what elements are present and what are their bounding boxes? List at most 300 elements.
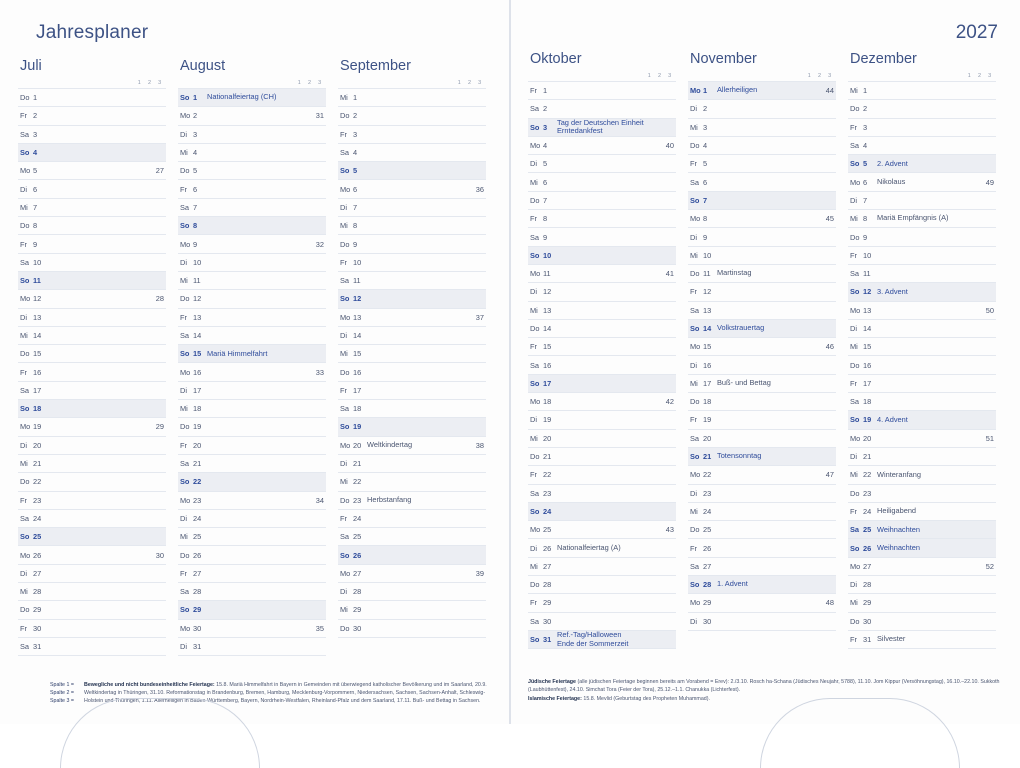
day-number: 16 bbox=[541, 356, 555, 374]
day-row[interactable] bbox=[528, 155, 676, 173]
day-row[interactable] bbox=[528, 484, 676, 502]
day-number: 1 bbox=[191, 89, 205, 107]
day-row[interactable] bbox=[178, 253, 326, 271]
day-row[interactable] bbox=[178, 509, 326, 527]
day-row[interactable] bbox=[528, 191, 676, 209]
column-scale-label: 1 2 3 bbox=[967, 73, 994, 79]
day-row[interactable] bbox=[18, 271, 166, 289]
day-row[interactable] bbox=[338, 345, 486, 363]
day-of-week: Do bbox=[18, 89, 31, 107]
day-row[interactable] bbox=[338, 363, 486, 381]
day-number: 16 bbox=[861, 356, 875, 374]
day-row[interactable] bbox=[338, 601, 486, 619]
day-of-week: Mo bbox=[688, 594, 701, 612]
day-row[interactable] bbox=[688, 576, 836, 594]
day-of-week: Mi bbox=[528, 173, 541, 191]
day-row[interactable] bbox=[848, 594, 996, 612]
week-number bbox=[978, 447, 996, 465]
week-number bbox=[308, 418, 326, 436]
day-number: 10 bbox=[351, 253, 365, 271]
day-of-week: Mi bbox=[688, 118, 701, 136]
week-number: 41 bbox=[658, 264, 676, 282]
day-row[interactable] bbox=[528, 612, 676, 630]
day-row[interactable] bbox=[338, 326, 486, 344]
day-note bbox=[365, 326, 468, 344]
week-number: 35 bbox=[308, 619, 326, 637]
day-of-week: Fr bbox=[178, 564, 191, 582]
week-number bbox=[978, 576, 996, 594]
day-of-week: Do bbox=[18, 217, 31, 235]
day-row[interactable] bbox=[688, 411, 836, 429]
day-row[interactable] bbox=[178, 436, 326, 454]
week-number bbox=[818, 447, 836, 465]
day-note bbox=[205, 637, 308, 655]
day-row[interactable] bbox=[688, 594, 836, 612]
week-number bbox=[148, 583, 166, 601]
day-number: 12 bbox=[861, 283, 875, 301]
day-note bbox=[205, 107, 308, 125]
day-row[interactable] bbox=[848, 264, 996, 282]
day-row[interactable] bbox=[688, 521, 836, 539]
day-row[interactable] bbox=[848, 393, 996, 411]
day-row[interactable] bbox=[848, 630, 996, 648]
day-note: Ref.-Tag/Halloween Ende der Sommerzeit bbox=[555, 630, 658, 648]
day-row[interactable] bbox=[178, 418, 326, 436]
day-note bbox=[365, 290, 468, 308]
week-number bbox=[978, 356, 996, 374]
day-row[interactable] bbox=[848, 557, 996, 575]
day-row[interactable] bbox=[18, 217, 166, 235]
day-row[interactable] bbox=[848, 246, 996, 264]
day-of-week: Di bbox=[848, 191, 861, 209]
day-row[interactable] bbox=[528, 100, 676, 118]
day-number: 28 bbox=[351, 583, 365, 601]
day-number: 1 bbox=[541, 82, 555, 100]
day-row[interactable] bbox=[688, 356, 836, 374]
day-row[interactable] bbox=[18, 583, 166, 601]
day-note bbox=[45, 180, 148, 198]
day-row[interactable] bbox=[688, 155, 836, 173]
day-row[interactable] bbox=[338, 436, 486, 454]
day-row[interactable] bbox=[528, 557, 676, 575]
day-row[interactable] bbox=[178, 235, 326, 253]
day-row[interactable] bbox=[528, 356, 676, 374]
day-row[interactable] bbox=[178, 400, 326, 418]
day-note bbox=[875, 447, 978, 465]
day-note bbox=[365, 198, 468, 216]
day-row[interactable] bbox=[18, 564, 166, 582]
week-number bbox=[468, 345, 486, 363]
day-row[interactable] bbox=[528, 630, 676, 648]
day-note: 1. Advent bbox=[715, 576, 818, 594]
day-note: 4. Advent bbox=[875, 411, 978, 429]
month-title: Dezember bbox=[850, 51, 917, 67]
day-row[interactable] bbox=[18, 308, 166, 326]
day-number: 22 bbox=[701, 466, 715, 484]
day-number: 28 bbox=[191, 583, 205, 601]
day-number: 24 bbox=[351, 509, 365, 527]
day-row[interactable] bbox=[688, 210, 836, 228]
week-number: 50 bbox=[978, 301, 996, 319]
day-number: 14 bbox=[31, 326, 45, 344]
day-row[interactable] bbox=[848, 447, 996, 465]
day-row[interactable] bbox=[18, 418, 166, 436]
day-row[interactable] bbox=[688, 118, 836, 136]
day-of-week: Di bbox=[688, 612, 701, 630]
day-of-week: Sa bbox=[18, 381, 31, 399]
day-row[interactable] bbox=[178, 363, 326, 381]
left-page bbox=[0, 0, 510, 724]
day-row[interactable] bbox=[688, 502, 836, 520]
day-row[interactable] bbox=[688, 393, 836, 411]
day-row[interactable] bbox=[178, 89, 326, 107]
day-note bbox=[715, 246, 818, 264]
day-number: 13 bbox=[541, 301, 555, 319]
day-row[interactable] bbox=[178, 473, 326, 491]
day-row[interactable] bbox=[18, 326, 166, 344]
day-note bbox=[555, 155, 658, 173]
day-row[interactable] bbox=[688, 374, 836, 392]
day-number: 13 bbox=[351, 308, 365, 326]
day-of-week: Sa bbox=[18, 509, 31, 527]
day-note bbox=[45, 491, 148, 509]
day-row[interactable] bbox=[338, 198, 486, 216]
day-number: 2 bbox=[701, 100, 715, 118]
day-row[interactable] bbox=[178, 637, 326, 655]
day-note bbox=[365, 345, 468, 363]
day-row[interactable] bbox=[528, 374, 676, 392]
week-number bbox=[658, 539, 676, 557]
day-row[interactable] bbox=[18, 528, 166, 546]
day-row[interactable] bbox=[18, 454, 166, 472]
day-row[interactable] bbox=[338, 528, 486, 546]
day-number: 4 bbox=[351, 143, 365, 161]
day-note bbox=[715, 539, 818, 557]
day-of-week: So bbox=[338, 418, 351, 436]
day-row[interactable] bbox=[18, 601, 166, 619]
day-number: 17 bbox=[701, 374, 715, 392]
day-row[interactable] bbox=[18, 381, 166, 399]
day-row[interactable] bbox=[178, 107, 326, 125]
day-note bbox=[45, 509, 148, 527]
day-note bbox=[205, 509, 308, 527]
week-number bbox=[658, 356, 676, 374]
day-row[interactable] bbox=[688, 338, 836, 356]
day-row[interactable] bbox=[18, 125, 166, 143]
day-row[interactable] bbox=[848, 118, 996, 136]
day-row[interactable] bbox=[178, 381, 326, 399]
day-row[interactable] bbox=[18, 509, 166, 527]
day-row[interactable] bbox=[338, 473, 486, 491]
day-row[interactable] bbox=[178, 180, 326, 198]
day-row[interactable] bbox=[338, 162, 486, 180]
day-row[interactable] bbox=[688, 283, 836, 301]
day-row[interactable] bbox=[848, 576, 996, 594]
day-note bbox=[205, 290, 308, 308]
day-of-week: So bbox=[688, 191, 701, 209]
day-row[interactable] bbox=[848, 374, 996, 392]
week-number bbox=[658, 246, 676, 264]
day-row[interactable] bbox=[688, 228, 836, 246]
day-number: 30 bbox=[861, 612, 875, 630]
day-of-week: Mo bbox=[688, 210, 701, 228]
day-row[interactable] bbox=[528, 283, 676, 301]
day-of-week: Sa bbox=[688, 429, 701, 447]
day-row[interactable] bbox=[18, 235, 166, 253]
day-row[interactable] bbox=[338, 454, 486, 472]
day-row[interactable] bbox=[688, 539, 836, 557]
day-row[interactable] bbox=[338, 180, 486, 198]
day-row[interactable] bbox=[18, 546, 166, 564]
day-row[interactable] bbox=[528, 466, 676, 484]
footnote-heading-jewish: Jüdische Feiertage bbox=[528, 678, 576, 685]
day-of-week: Mo bbox=[528, 521, 541, 539]
day-note bbox=[555, 612, 658, 630]
day-row[interactable] bbox=[338, 491, 486, 509]
day-row[interactable] bbox=[338, 107, 486, 125]
day-row[interactable] bbox=[848, 521, 996, 539]
day-note bbox=[205, 308, 308, 326]
day-number: 20 bbox=[541, 429, 555, 447]
day-row[interactable] bbox=[848, 155, 996, 173]
day-row[interactable] bbox=[528, 319, 676, 337]
day-note bbox=[715, 155, 818, 173]
day-row[interactable] bbox=[338, 308, 486, 326]
day-note bbox=[875, 264, 978, 282]
day-row[interactable] bbox=[178, 583, 326, 601]
week-number bbox=[978, 393, 996, 411]
day-row[interactable] bbox=[688, 100, 836, 118]
day-row[interactable] bbox=[338, 290, 486, 308]
day-row[interactable] bbox=[688, 429, 836, 447]
day-row[interactable] bbox=[18, 253, 166, 271]
day-row[interactable] bbox=[18, 107, 166, 125]
day-row[interactable] bbox=[848, 466, 996, 484]
day-note bbox=[555, 191, 658, 209]
week-number: 27 bbox=[148, 162, 166, 180]
day-row[interactable] bbox=[528, 539, 676, 557]
day-row[interactable] bbox=[178, 345, 326, 363]
day-of-week: So bbox=[688, 576, 701, 594]
day-row[interactable] bbox=[528, 411, 676, 429]
day-number: 23 bbox=[541, 484, 555, 502]
day-row[interactable] bbox=[688, 301, 836, 319]
day-row[interactable] bbox=[18, 290, 166, 308]
day-row[interactable] bbox=[528, 393, 676, 411]
day-row[interactable] bbox=[848, 191, 996, 209]
week-number bbox=[978, 484, 996, 502]
day-row[interactable] bbox=[338, 125, 486, 143]
day-of-week: Fr bbox=[688, 411, 701, 429]
day-row[interactable] bbox=[848, 228, 996, 246]
week-number bbox=[978, 136, 996, 154]
week-number: 31 bbox=[308, 107, 326, 125]
day-row[interactable] bbox=[338, 89, 486, 107]
day-note bbox=[875, 557, 978, 575]
day-row[interactable] bbox=[848, 356, 996, 374]
day-row[interactable] bbox=[688, 246, 836, 264]
day-row[interactable] bbox=[688, 484, 836, 502]
day-row[interactable] bbox=[18, 180, 166, 198]
week-number bbox=[818, 319, 836, 337]
day-row[interactable] bbox=[338, 418, 486, 436]
day-row[interactable] bbox=[848, 210, 996, 228]
day-row[interactable] bbox=[528, 447, 676, 465]
day-row[interactable] bbox=[848, 411, 996, 429]
day-row[interactable] bbox=[528, 246, 676, 264]
week-number bbox=[468, 198, 486, 216]
day-row[interactable] bbox=[338, 253, 486, 271]
day-row[interactable] bbox=[18, 345, 166, 363]
day-note bbox=[875, 82, 978, 100]
day-row[interactable] bbox=[338, 381, 486, 399]
day-row[interactable] bbox=[18, 436, 166, 454]
day-row[interactable] bbox=[528, 82, 676, 100]
day-row[interactable] bbox=[528, 576, 676, 594]
day-row[interactable] bbox=[178, 125, 326, 143]
day-row[interactable] bbox=[178, 308, 326, 326]
day-row[interactable] bbox=[528, 521, 676, 539]
day-number: 2 bbox=[541, 100, 555, 118]
day-number: 23 bbox=[191, 491, 205, 509]
day-of-week: Fr bbox=[18, 619, 31, 637]
week-number bbox=[978, 155, 996, 173]
week-number bbox=[468, 271, 486, 289]
day-row[interactable] bbox=[688, 466, 836, 484]
day-number: 16 bbox=[31, 363, 45, 381]
day-row[interactable] bbox=[848, 338, 996, 356]
day-of-week: Fr bbox=[688, 155, 701, 173]
day-row[interactable] bbox=[178, 546, 326, 564]
day-row[interactable] bbox=[178, 601, 326, 619]
day-row[interactable] bbox=[18, 473, 166, 491]
day-number: 23 bbox=[351, 491, 365, 509]
day-row[interactable] bbox=[848, 429, 996, 447]
day-row[interactable] bbox=[528, 118, 676, 136]
day-number: 28 bbox=[31, 583, 45, 601]
week-number bbox=[468, 290, 486, 308]
day-row[interactable] bbox=[528, 594, 676, 612]
day-row[interactable] bbox=[688, 264, 836, 282]
day-row[interactable] bbox=[848, 539, 996, 557]
day-row[interactable] bbox=[848, 612, 996, 630]
day-row[interactable] bbox=[178, 198, 326, 216]
day-row[interactable] bbox=[528, 338, 676, 356]
day-note bbox=[715, 210, 818, 228]
day-row[interactable] bbox=[18, 162, 166, 180]
day-row[interactable] bbox=[848, 283, 996, 301]
day-row[interactable] bbox=[18, 143, 166, 161]
day-row[interactable] bbox=[178, 290, 326, 308]
day-row[interactable] bbox=[18, 491, 166, 509]
week-number: 48 bbox=[818, 594, 836, 612]
day-row[interactable] bbox=[178, 528, 326, 546]
day-row[interactable] bbox=[178, 491, 326, 509]
day-row[interactable] bbox=[848, 319, 996, 337]
day-number: 14 bbox=[191, 326, 205, 344]
day-row[interactable] bbox=[18, 637, 166, 655]
day-row[interactable] bbox=[528, 264, 676, 282]
day-row[interactable] bbox=[688, 612, 836, 630]
day-row[interactable] bbox=[338, 271, 486, 289]
day-row[interactable] bbox=[18, 400, 166, 418]
day-row[interactable] bbox=[338, 217, 486, 235]
decorative-arc-right bbox=[760, 698, 960, 768]
day-row[interactable] bbox=[18, 89, 166, 107]
day-row[interactable] bbox=[338, 509, 486, 527]
day-row[interactable] bbox=[688, 557, 836, 575]
day-row[interactable] bbox=[848, 136, 996, 154]
day-note bbox=[45, 308, 148, 326]
day-of-week: Sa bbox=[178, 454, 191, 472]
day-row[interactable] bbox=[18, 198, 166, 216]
day-of-week: Fr bbox=[178, 308, 191, 326]
day-row[interactable] bbox=[688, 447, 836, 465]
day-row[interactable] bbox=[528, 210, 676, 228]
day-row[interactable] bbox=[848, 301, 996, 319]
week-number bbox=[468, 107, 486, 125]
day-of-week: Do bbox=[528, 319, 541, 337]
day-row[interactable] bbox=[178, 143, 326, 161]
day-row[interactable] bbox=[848, 484, 996, 502]
day-number: 18 bbox=[351, 400, 365, 418]
day-of-week: Mi bbox=[688, 246, 701, 264]
day-row[interactable] bbox=[178, 326, 326, 344]
day-note: Nationalfeiertag (A) bbox=[555, 539, 658, 557]
day-row[interactable] bbox=[338, 400, 486, 418]
day-row[interactable] bbox=[528, 173, 676, 191]
week-number: 40 bbox=[658, 136, 676, 154]
day-row[interactable] bbox=[338, 143, 486, 161]
day-row[interactable] bbox=[848, 502, 996, 520]
week-number bbox=[658, 82, 676, 100]
day-row[interactable] bbox=[528, 136, 676, 154]
day-of-week: Sa bbox=[848, 521, 861, 539]
day-row[interactable] bbox=[178, 271, 326, 289]
day-row[interactable] bbox=[178, 619, 326, 637]
day-row[interactable] bbox=[688, 173, 836, 191]
day-row[interactable] bbox=[178, 454, 326, 472]
day-row[interactable] bbox=[528, 228, 676, 246]
day-row[interactable] bbox=[528, 429, 676, 447]
day-row[interactable] bbox=[688, 319, 836, 337]
day-row[interactable] bbox=[178, 162, 326, 180]
day-row[interactable] bbox=[688, 136, 836, 154]
day-row[interactable] bbox=[528, 301, 676, 319]
day-row[interactable] bbox=[338, 546, 486, 564]
day-number: 1 bbox=[861, 82, 875, 100]
day-row[interactable] bbox=[338, 619, 486, 637]
day-row[interactable] bbox=[688, 191, 836, 209]
day-note: Volkstrauertag bbox=[715, 319, 818, 337]
day-of-week: Fr bbox=[688, 283, 701, 301]
day-row[interactable] bbox=[338, 235, 486, 253]
day-row[interactable] bbox=[338, 564, 486, 582]
week-number: 33 bbox=[308, 363, 326, 381]
day-row[interactable] bbox=[178, 217, 326, 235]
day-of-week: Do bbox=[178, 418, 191, 436]
day-row[interactable] bbox=[18, 619, 166, 637]
day-row[interactable] bbox=[848, 100, 996, 118]
day-row[interactable] bbox=[338, 583, 486, 601]
day-row[interactable] bbox=[848, 173, 996, 191]
week-number bbox=[818, 191, 836, 209]
day-row[interactable] bbox=[178, 564, 326, 582]
day-row[interactable] bbox=[688, 82, 836, 100]
day-row[interactable] bbox=[528, 502, 676, 520]
day-row[interactable] bbox=[18, 363, 166, 381]
day-row[interactable] bbox=[848, 82, 996, 100]
